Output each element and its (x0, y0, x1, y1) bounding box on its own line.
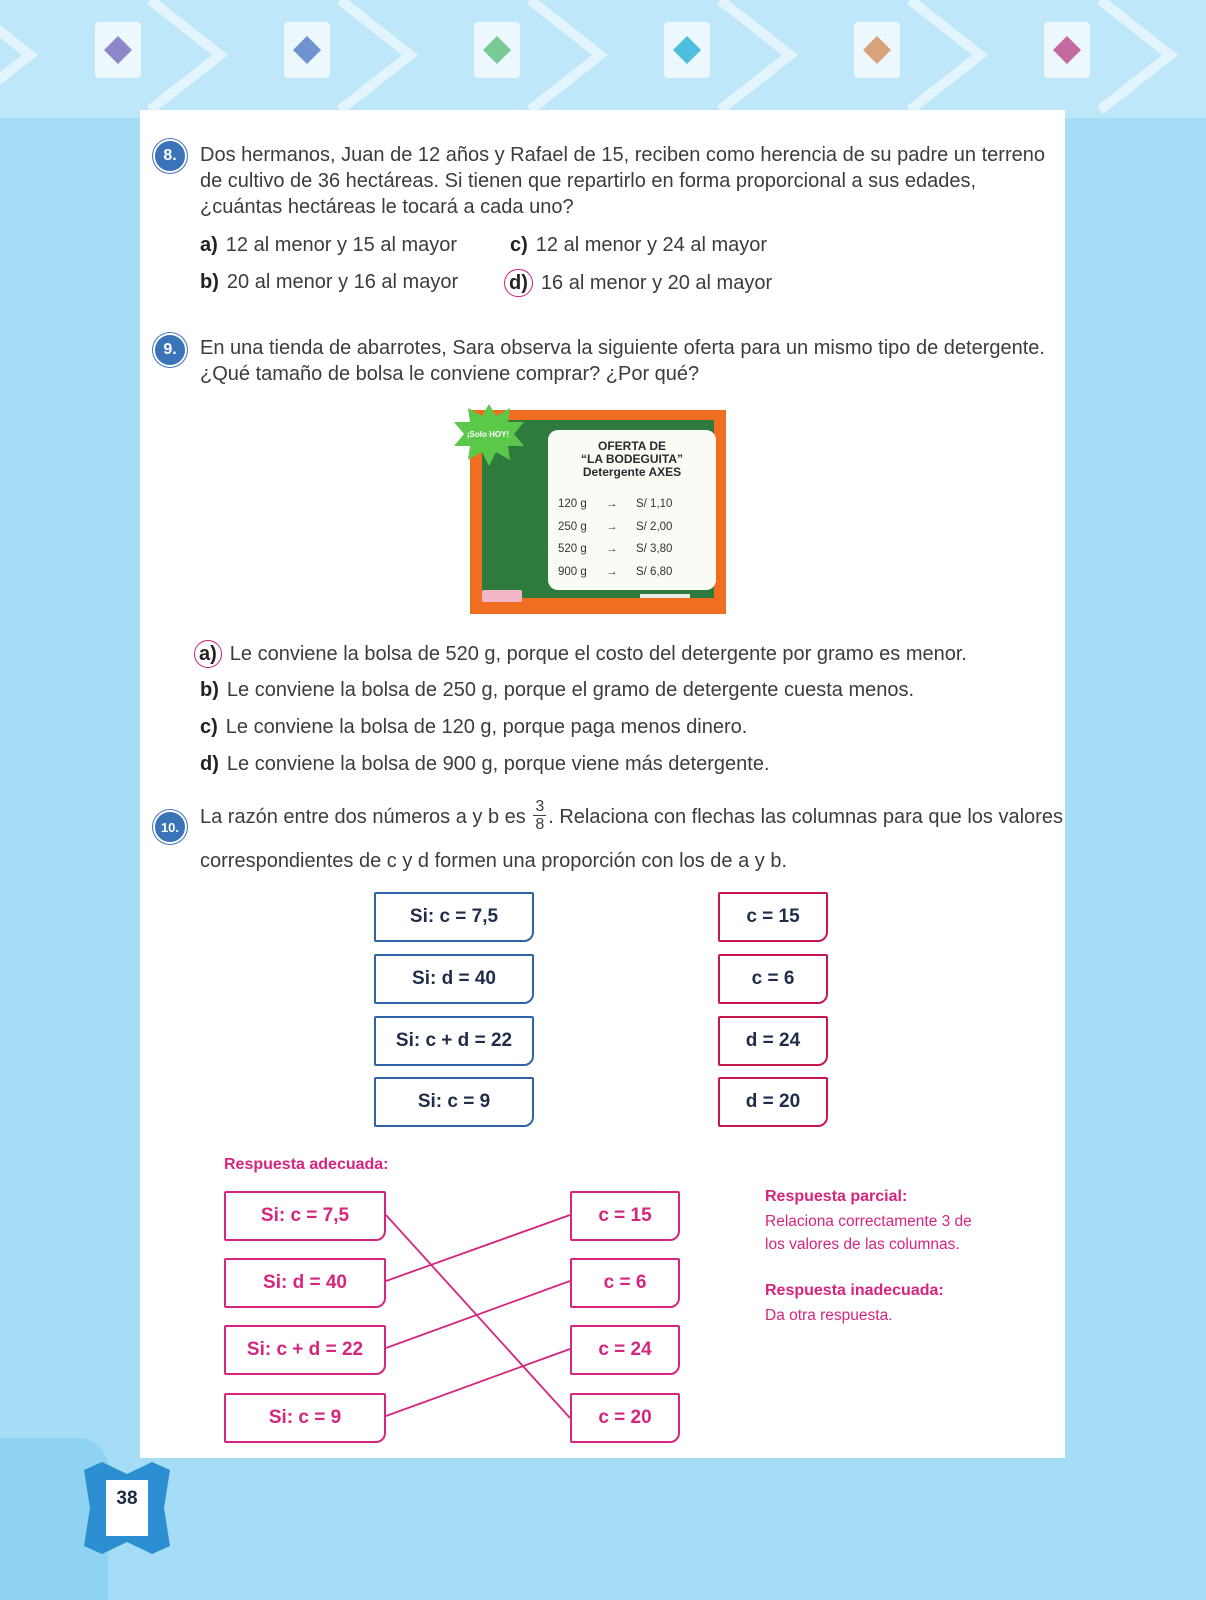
offer-title-line1: OFERTA DE (598, 439, 666, 453)
match-line (386, 1215, 570, 1281)
match-line (386, 1281, 570, 1348)
offer-title-line2: “LA BODEGUITA” (581, 452, 683, 466)
left-column-box: Si: c + d = 22 (374, 1016, 534, 1066)
question-number-10: 10. (153, 810, 187, 844)
answer-left-box: Si: c = 7,5 (224, 1191, 386, 1241)
question-number-8: 8. (153, 139, 187, 173)
answer-right-box: c = 20 (570, 1393, 680, 1443)
q8-option-b: b) 20 al menor y 16 al mayor (200, 271, 459, 293)
selected-answer-circle: d) (504, 269, 533, 297)
price-row: 900 g → S/ 6,80 (558, 566, 673, 578)
answer-right-box: c = 24 (570, 1325, 680, 1375)
question-9-text: En una tienda de abarrotes, Sara observa la siguiente oferta para un mismo tipo de detergente. ¿Qué tamaño de bolsa le conviene comprar? ¿Por qué? (200, 337, 1045, 385)
answer-partial-line2: los valores de las columnas. (765, 1236, 960, 1253)
answer-left-box: Si: c + d = 22 (224, 1325, 386, 1375)
answer-adequate-title: Respuesta adecuada: (224, 1156, 389, 1173)
q8-option-a: a) 12 al menor y 15 al mayor (200, 234, 458, 256)
price-row: 520 g → S/ 3,80 (558, 543, 673, 555)
price-row: 120 g → S/ 1,10 (558, 498, 673, 510)
starburst-badge-text: ¡Solo HOY! (466, 430, 510, 439)
match-line (386, 1349, 570, 1416)
left-column-box: Si: d = 40 (374, 954, 534, 1004)
q9-option-a: a) Le conviene la bolsa de 520 g, porque el costo del detergente por gramo es menor. (200, 640, 967, 668)
question-10-text-line2: correspondientes de c y d formen una proporción con los de a y b. (200, 850, 788, 872)
answer-right-box: c = 6 (570, 1258, 680, 1308)
q9-option-b: b) Le conviene la bolsa de 250 g, porque el gramo de detergente cuesta menos. (200, 679, 915, 701)
right-column-box: d = 20 (718, 1077, 828, 1127)
q9-option-c: c) Le conviene la bolsa de 120 g, porque paga menos dinero. (200, 716, 748, 738)
question-8-text: Dos hermanos, Juan de 12 años y Rafael de 15, reciben como herencia de su padre un terreno de cultivo de 36 hectáreas. Si tienen que repartirlo en forma proporcional a sus edades, ¿cuántas hectáreas le tocará a cada uno? (200, 144, 1045, 218)
price-row: 250 g → S/ 2,00 (558, 521, 673, 533)
right-column-box: c = 15 (718, 892, 828, 942)
ratio-fraction: $\frac{3}{8}$ (535, 798, 545, 833)
answer-partial-line1: Relaciona correctamente 3 de (765, 1213, 972, 1230)
answer-right-box: c = 15 (570, 1191, 680, 1241)
offer-title-line3: Detergente AXES (582, 465, 682, 479)
answer-inadequate-text: Da otra respuesta. (765, 1307, 893, 1324)
answer-left-box: Si: d = 40 (224, 1258, 386, 1308)
q9-option-d: d) Le conviene la bolsa de 900 g, porque viene más detergente. (200, 753, 770, 775)
q8-option-c: c) 12 al menor y 24 al mayor (510, 234, 768, 256)
question-10-text: La razón entre dos números a y b es $\frac{3}{8}$ . Relaciona con flechas las columnas para que los valores (200, 798, 1063, 833)
left-column-box: Si: c = 7,5 (374, 892, 534, 942)
match-line (386, 1215, 570, 1418)
left-column-box: Si: c = 9 (374, 1077, 534, 1127)
question-number-9: 9. (153, 333, 187, 367)
answer-left-box: Si: c = 9 (224, 1393, 386, 1443)
q8-option-d: d) 16 al menor y 20 al mayor (510, 269, 772, 297)
answer-partial-title: Respuesta parcial: (765, 1188, 908, 1205)
right-column-box: d = 24 (718, 1016, 828, 1066)
selected-answer-circle: a) (194, 640, 222, 668)
page-number: 38 (116, 1488, 138, 1509)
right-column-box: c = 6 (718, 954, 828, 1004)
answer-inadequate-title: Respuesta inadecuada: (765, 1282, 944, 1299)
